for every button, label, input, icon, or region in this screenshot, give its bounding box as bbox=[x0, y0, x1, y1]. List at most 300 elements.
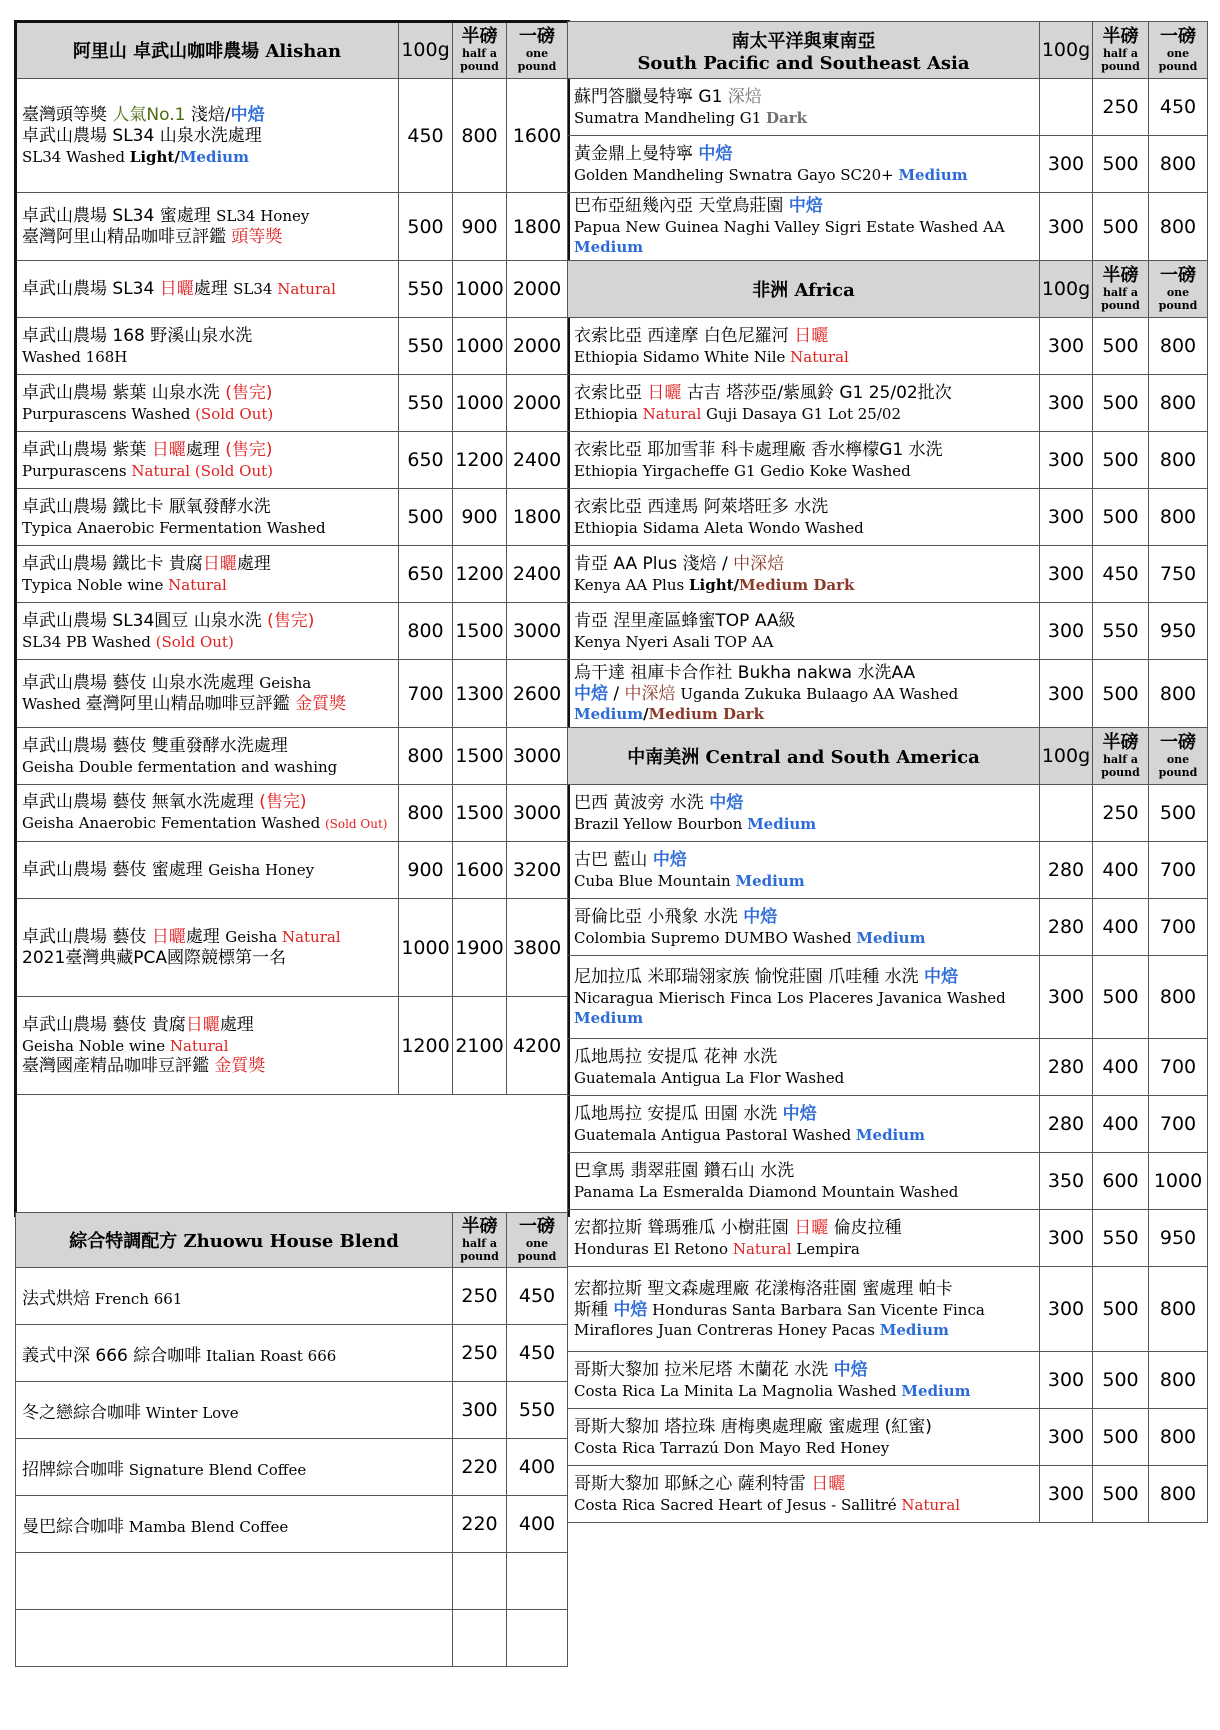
text-segment: Medium bbox=[179, 147, 249, 166]
text-segment: 黃金鼎上曼特寧 bbox=[574, 143, 699, 164]
item-name-zh bbox=[22, 440, 392, 461]
price-one-pound: 2400 bbox=[507, 432, 568, 489]
text-segment: Natural bbox=[277, 279, 336, 298]
text-segment: Medium bbox=[855, 1125, 926, 1144]
menu-item-desc bbox=[568, 785, 1040, 842]
item-name-en bbox=[22, 461, 392, 481]
menu-item-row bbox=[16, 603, 568, 660]
text-segment: 巴布亞紐幾內亞 天堂鳥莊園 bbox=[574, 196, 789, 216]
menu-item-desc bbox=[568, 1039, 1040, 1096]
item-name-en bbox=[574, 1381, 1033, 1401]
price-one-pound: 700 bbox=[1149, 1096, 1208, 1153]
text-segment: (Sold Out) bbox=[324, 817, 388, 831]
text-segment: Purpurascens bbox=[22, 461, 132, 480]
item-name-en bbox=[574, 814, 1033, 834]
text-segment: 卓武山農場 紫葉 山泉水洗 bbox=[22, 382, 226, 403]
item-name-zh bbox=[574, 663, 1033, 684]
text-segment: 處理 bbox=[236, 553, 271, 574]
price-half-pound: 550 bbox=[1093, 1210, 1149, 1267]
price-half-pound: 1500 bbox=[453, 728, 507, 785]
item-name-en bbox=[574, 1320, 1033, 1340]
text-segment: Panama La Esmeralda Diamond Mountain Washed bbox=[574, 1182, 959, 1201]
price-half-pound: 500 bbox=[1093, 1409, 1149, 1466]
price-half-pound: 250 bbox=[1093, 79, 1149, 136]
text-segment: Ethiopia bbox=[574, 404, 643, 423]
text-segment: Washed bbox=[22, 695, 86, 713]
text-segment: 卓武山農場 紫葉 bbox=[22, 439, 152, 460]
text-segment: Typica Noble wine bbox=[22, 575, 169, 594]
text-segment: Golden Mandheling Swnatra Gayo SC20+ bbox=[574, 165, 899, 184]
item-name-en bbox=[574, 988, 1033, 1008]
text-segment: Washed 168H bbox=[22, 347, 128, 366]
menu-item-desc bbox=[568, 899, 1040, 956]
text-segment: 處理 bbox=[219, 1014, 254, 1035]
menu-item-desc bbox=[16, 318, 399, 375]
item-name-zh bbox=[574, 1104, 1033, 1125]
price-one-pound: 800 bbox=[1149, 1466, 1208, 1523]
menu-item-desc bbox=[16, 842, 399, 899]
menu-item-row bbox=[568, 1210, 1208, 1267]
text-segment: 古巴 藍山 bbox=[574, 849, 653, 870]
menu-item-desc bbox=[568, 489, 1040, 546]
price-100g: 700 bbox=[399, 660, 453, 728]
menu-item-desc bbox=[16, 728, 399, 785]
price-half-pound: 500 bbox=[1093, 432, 1149, 489]
col-half-pound: 半磅 half a pound bbox=[1093, 261, 1149, 318]
price-100g: 300 bbox=[1040, 1466, 1093, 1523]
item-name-zh bbox=[22, 206, 392, 227]
price-one-pound: 800 bbox=[1149, 432, 1208, 489]
text-segment: 2021臺灣典藏PCA國際競標第一名 bbox=[22, 947, 287, 968]
menu-item-row bbox=[568, 489, 1208, 546]
item-name-zh bbox=[22, 673, 392, 694]
price-100g: 280 bbox=[1040, 1096, 1093, 1153]
text-segment: Ethiopia Yirgacheffe G1 Gedio Koke Washed bbox=[574, 461, 911, 480]
text-segment: / bbox=[608, 684, 625, 704]
price-half-pound: 500 bbox=[1093, 1352, 1149, 1409]
menu-item-desc bbox=[16, 489, 399, 546]
price-half-pound: 600 bbox=[1093, 1153, 1149, 1210]
text-segment: Medium bbox=[901, 1381, 971, 1400]
section-title-zh: 阿里山 卓武山咖啡農場 bbox=[72, 41, 260, 62]
col-one-pound: 一磅 one pound bbox=[507, 1213, 568, 1268]
text-segment: 臺灣阿里山精品咖啡豆評鑑 bbox=[85, 694, 296, 714]
text-segment: 卓武山農場 藝伎 bbox=[22, 926, 152, 947]
item-name-zh bbox=[22, 497, 392, 518]
menu-item-row bbox=[16, 79, 568, 193]
menu-item-row bbox=[568, 899, 1208, 956]
item-name-zh bbox=[22, 1056, 392, 1077]
item-name-zh bbox=[22, 126, 392, 147]
alishan-table bbox=[15, 21, 568, 1095]
menu-item-desc bbox=[16, 546, 399, 603]
item-name-zh bbox=[22, 383, 392, 404]
text-segment: 哥斯大黎加 塔拉珠 唐梅奧處理廠 蜜處理 (紅蜜) bbox=[574, 1416, 932, 1437]
menu-item-desc bbox=[568, 1466, 1040, 1523]
menu-item-row bbox=[16, 997, 568, 1095]
text-segment: 卓武山農場 藝伎 蜜處理 bbox=[22, 859, 209, 880]
text-segment: / bbox=[174, 147, 180, 166]
text-segment: 宏都拉斯 聖文森處理廠 花漾梅洛莊園 蜜處理 帕卡 bbox=[574, 1278, 953, 1299]
item-name-en bbox=[574, 217, 1033, 237]
price-one-pound bbox=[507, 1553, 568, 1610]
item-name-en bbox=[574, 1125, 1033, 1145]
item-name-en bbox=[574, 1068, 1033, 1088]
col-one-pound: 一磅 one pound bbox=[1149, 261, 1208, 318]
price-100g: 280 bbox=[1040, 842, 1093, 899]
item-name-zh bbox=[22, 326, 392, 347]
item-name-zh bbox=[22, 860, 392, 881]
item-name-en bbox=[574, 1239, 1033, 1259]
price-one-pound: 3000 bbox=[507, 785, 568, 842]
menu-item-row bbox=[16, 489, 568, 546]
text-segment: SL34 Honey bbox=[216, 206, 310, 225]
price-one-pound: 800 bbox=[1149, 136, 1208, 193]
blend-name-en: Winter Love bbox=[141, 1403, 239, 1422]
text-segment: 日曬 bbox=[794, 325, 829, 346]
price-half-pound: 1000 bbox=[453, 375, 507, 432]
price-half-pound: 400 bbox=[1093, 842, 1149, 899]
item-name-en bbox=[574, 871, 1033, 891]
menu-item-row bbox=[568, 1039, 1208, 1096]
menu-item-row bbox=[568, 79, 1208, 136]
menu-item-desc bbox=[16, 432, 399, 489]
text-segment: 頭等獎 bbox=[231, 226, 283, 247]
text-segment: 金質獎 bbox=[295, 694, 347, 714]
text-segment: Nicaragua Mierisch Finca Los Placeres Javanica Washed bbox=[574, 988, 1006, 1007]
price-100g: 900 bbox=[399, 842, 453, 899]
blend-name-en: French 661 bbox=[90, 1289, 183, 1308]
col-one-pound: 一磅 one pound bbox=[507, 22, 568, 79]
item-name-en bbox=[574, 108, 1033, 128]
text-segment: Light bbox=[688, 575, 734, 594]
text-segment: Kenya AA Plus bbox=[574, 575, 689, 594]
price-100g: 300 bbox=[1040, 489, 1093, 546]
text-segment: Brazil Yellow Bourbon bbox=[574, 814, 748, 833]
item-name-en bbox=[574, 632, 1033, 652]
price-100g: 800 bbox=[399, 603, 453, 660]
price-100g: 300 bbox=[1040, 193, 1093, 261]
menu-item-row bbox=[568, 375, 1208, 432]
text-segment: Ethiopia Sidama Aleta Wondo Washed bbox=[574, 518, 864, 537]
text-segment: (售完) bbox=[225, 382, 273, 403]
item-name-zh bbox=[22, 105, 392, 126]
menu-item-row bbox=[16, 546, 568, 603]
price-half-pound: 1200 bbox=[453, 546, 507, 603]
text-segment: 日曬 bbox=[185, 1014, 220, 1035]
menu-item-desc bbox=[568, 1096, 1040, 1153]
text-segment: 中焙 bbox=[574, 684, 608, 704]
text-segment: Natural bbox=[790, 347, 849, 366]
text-segment: Uganda Zukuka Bulaago AA Washed bbox=[675, 685, 959, 703]
price-one-pound: 800 bbox=[1149, 1267, 1208, 1352]
col-half-pound: 半磅 half a pound bbox=[453, 22, 507, 79]
price-one-pound: 800 bbox=[1149, 489, 1208, 546]
text-segment: 日曬 bbox=[647, 382, 682, 403]
text-segment: Geisha Double fermentation and washing bbox=[22, 757, 338, 776]
price-one-pound: 700 bbox=[1149, 1039, 1208, 1096]
text-segment: Colombia Supremo DUMBO Washed bbox=[574, 928, 857, 947]
price-100g: 550 bbox=[399, 261, 453, 318]
price-one-pound: 1800 bbox=[507, 489, 568, 546]
item-name-en bbox=[574, 575, 1033, 595]
item-name-zh bbox=[574, 326, 1033, 347]
text-segment: Medium bbox=[574, 238, 644, 256]
menu-item-desc bbox=[16, 603, 399, 660]
price-one-pound: 2400 bbox=[507, 546, 568, 603]
menu-item-desc bbox=[568, 956, 1040, 1039]
price-one-pound: 800 bbox=[1149, 1409, 1208, 1466]
price-half-pound: 500 bbox=[1093, 318, 1149, 375]
menu-item-desc bbox=[16, 660, 399, 728]
text-segment: Cuba Blue Mountain bbox=[574, 871, 736, 890]
col-one-pound: 一磅 one pound bbox=[1149, 22, 1208, 79]
price-half-pound: 500 bbox=[1093, 375, 1149, 432]
text-segment: 中焙 bbox=[788, 196, 823, 216]
price-one-pound: 450 bbox=[507, 1325, 568, 1382]
item-name-zh bbox=[22, 736, 392, 757]
price-one-pound: 950 bbox=[1149, 1210, 1208, 1267]
price-half-pound: 250 bbox=[1093, 785, 1149, 842]
price-half-pound: 500 bbox=[1093, 136, 1149, 193]
item-name-en bbox=[22, 694, 392, 714]
price-half-pound: 2100 bbox=[453, 997, 507, 1095]
text-segment: Medium bbox=[735, 871, 805, 890]
text-segment: 哥斯大黎加 拉米尼塔 木蘭花 水洗 bbox=[574, 1359, 834, 1380]
col-one-pound: 一磅 one pound bbox=[1149, 728, 1208, 785]
menu-item-row bbox=[568, 956, 1208, 1039]
text-segment: 中焙 bbox=[613, 1299, 648, 1320]
menu-item-row bbox=[16, 432, 568, 489]
price-one-pound bbox=[507, 1610, 568, 1667]
price-half-pound: 800 bbox=[453, 79, 507, 193]
text-segment: (售完) bbox=[259, 792, 307, 812]
section-title bbox=[16, 1213, 453, 1268]
price-one-pound: 800 bbox=[1149, 660, 1208, 728]
text-segment: Medium bbox=[574, 1008, 644, 1027]
blend-item-row bbox=[16, 1610, 568, 1667]
text-segment: Natural bbox=[732, 1239, 792, 1258]
menu-item-row bbox=[16, 842, 568, 899]
text-segment: Natural bbox=[901, 1495, 961, 1514]
price-100g: 550 bbox=[399, 318, 453, 375]
menu-item-row bbox=[568, 603, 1208, 660]
item-name-zh bbox=[22, 927, 392, 948]
text-segment: 古吉 塔莎亞/紫風鈴 G1 25/02批次 bbox=[681, 382, 952, 403]
price-half-pound: 250 bbox=[453, 1268, 507, 1325]
text-segment: 巴拿馬 翡翠莊園 鑽石山 水洗 bbox=[574, 1160, 795, 1181]
blend-item-row bbox=[16, 1439, 568, 1496]
text-segment: (Sold Out) bbox=[195, 404, 274, 423]
price-100g: 300 bbox=[1040, 375, 1093, 432]
text-segment: Guatemala Antigua La Flor Washed bbox=[574, 1068, 845, 1087]
price-one-pound: 550 bbox=[507, 1382, 568, 1439]
text-segment: 中焙 bbox=[833, 1359, 868, 1380]
text-segment: 卓武山農場 SL34 山泉水洗處理 bbox=[22, 125, 262, 146]
price-one-pound: 450 bbox=[507, 1268, 568, 1325]
price-100g: 1000 bbox=[399, 899, 453, 997]
text-segment: 臺灣頭等獎 bbox=[22, 104, 113, 125]
price-one-pound: 700 bbox=[1149, 842, 1208, 899]
price-one-pound: 750 bbox=[1149, 546, 1208, 603]
price-half-pound: 500 bbox=[1093, 1267, 1149, 1352]
text-segment: Dark bbox=[766, 108, 808, 127]
menu-item-desc bbox=[568, 603, 1040, 660]
text-segment: Papua New Guinea Naghi Valley Sigri Estate Washed AA bbox=[574, 218, 1005, 236]
price-half-pound: 400 bbox=[1093, 1039, 1149, 1096]
price-one-pound: 400 bbox=[507, 1439, 568, 1496]
text-segment: Costa Rica Tarrazú Don Mayo Red Honey bbox=[574, 1438, 890, 1457]
item-name-en bbox=[22, 347, 392, 367]
section-title-zh: 中南美洲 bbox=[627, 747, 700, 768]
text-segment: Kenya Nyeri Asali TOP AA bbox=[574, 632, 774, 651]
section-title bbox=[568, 261, 1040, 318]
menu-item-row bbox=[16, 318, 568, 375]
blend-item-desc bbox=[16, 1610, 453, 1667]
text-segment: / bbox=[733, 575, 740, 594]
menu-item-desc bbox=[568, 375, 1040, 432]
text-segment: 人氣No.1 bbox=[112, 104, 186, 125]
section-title-en: South Pacific and Southeast Asia bbox=[637, 52, 970, 74]
section-title-en: Alishan bbox=[265, 41, 342, 62]
price-half-pound: 500 bbox=[1093, 660, 1149, 728]
price-one-pound: 4200 bbox=[507, 997, 568, 1095]
menu-item-desc bbox=[16, 79, 399, 193]
blend-name-zh: 曼巴綜合咖啡 bbox=[22, 1516, 124, 1537]
menu-item-desc bbox=[568, 546, 1040, 603]
text-segment: 中焙 bbox=[652, 849, 687, 870]
text-segment: Medium bbox=[879, 1320, 949, 1339]
price-100g bbox=[1040, 785, 1093, 842]
text-segment: Miraflores Juan Contreras Honey Pacas bbox=[574, 1320, 880, 1339]
menu-item-desc bbox=[568, 1409, 1040, 1466]
price-100g: 350 bbox=[1040, 1153, 1093, 1210]
item-name-zh bbox=[574, 554, 1033, 575]
text-segment: 衣索比亞 bbox=[574, 382, 648, 403]
menu-item-row bbox=[16, 899, 568, 997]
price-100g: 300 bbox=[1040, 136, 1093, 193]
item-name-en bbox=[574, 165, 1033, 185]
text-segment: 中焙 bbox=[924, 966, 959, 987]
item-name-zh bbox=[574, 87, 1033, 108]
price-100g: 650 bbox=[399, 432, 453, 489]
menu-item-row bbox=[16, 660, 568, 728]
menu-item-desc bbox=[568, 1210, 1040, 1267]
price-one-pound: 500 bbox=[1149, 785, 1208, 842]
text-segment: 卓武山農場 SL34 bbox=[22, 278, 160, 299]
text-segment: Medium bbox=[898, 165, 968, 184]
blend-name-zh: 法式烘焙 bbox=[22, 1288, 90, 1309]
item-name-en bbox=[574, 1182, 1033, 1202]
item-name-en bbox=[574, 1300, 1033, 1320]
text-segment: 尼加拉瓜 米耶瑞翎家族 愉悅莊園 爪哇種 水洗 bbox=[574, 966, 925, 987]
price-half-pound: 400 bbox=[1093, 1096, 1149, 1153]
blend-name-en: Italian Roast 666 bbox=[201, 1346, 337, 1365]
text-segment: 中焙 bbox=[743, 906, 778, 927]
text-segment: (售完) bbox=[225, 439, 273, 460]
item-name-en bbox=[574, 1495, 1033, 1515]
blend-name-en: Signature Blend Coffee bbox=[124, 1460, 307, 1479]
price-100g: 550 bbox=[399, 375, 453, 432]
section-header-row bbox=[568, 22, 1208, 79]
text-segment: 中焙 bbox=[782, 1103, 817, 1124]
price-one-pound: 950 bbox=[1149, 603, 1208, 660]
price-half-pound: 500 bbox=[1093, 193, 1149, 261]
price-half-pound: 1900 bbox=[453, 899, 507, 997]
menu-item-desc bbox=[568, 1153, 1040, 1210]
menu-item-row bbox=[568, 1409, 1208, 1466]
text-segment: 處理 bbox=[193, 278, 234, 299]
menu-item-desc bbox=[16, 997, 399, 1095]
menu-item-desc bbox=[568, 79, 1040, 136]
item-name-en bbox=[22, 575, 392, 595]
item-name-zh bbox=[22, 792, 392, 813]
text-segment: 宏都拉斯 聳瑪雅瓜 小樹莊園 bbox=[574, 1217, 795, 1238]
item-name-en bbox=[22, 757, 392, 777]
price-half-pound: 250 bbox=[453, 1325, 507, 1382]
text-segment: 中深焙 bbox=[733, 553, 785, 574]
blend-item-desc bbox=[16, 1496, 453, 1553]
price-one-pound: 1800 bbox=[507, 193, 568, 261]
blend-name-zh: 招牌綜合咖啡 bbox=[22, 1459, 124, 1480]
text-segment: 卓武山農場 168 野溪山泉水洗 bbox=[22, 325, 253, 346]
item-name-zh bbox=[574, 907, 1033, 928]
price-half-pound: 500 bbox=[1093, 489, 1149, 546]
text-segment: Light bbox=[129, 147, 175, 166]
text-segment: Natural bbox=[642, 404, 702, 423]
item-name-zh bbox=[574, 196, 1033, 217]
price-half-pound: 550 bbox=[1093, 603, 1149, 660]
text-segment: Medium bbox=[747, 814, 817, 833]
text-segment: Guji Dasaya G1 Lot 25/02 bbox=[701, 404, 901, 423]
text-segment: Medium Dark bbox=[739, 575, 855, 594]
menu-item-desc bbox=[16, 261, 399, 318]
text-segment: 衣索比亞 西達馬 阿萊塔旺多 水洗 bbox=[574, 496, 829, 517]
price-one-pound: 1600 bbox=[507, 79, 568, 193]
price-100g: 300 bbox=[1040, 956, 1093, 1039]
blend-name-zh: 冬之戀綜合咖啡 bbox=[22, 1402, 141, 1423]
price-100g: 300 bbox=[1040, 318, 1093, 375]
text-segment: (售完) bbox=[267, 610, 315, 631]
price-100g: 650 bbox=[399, 546, 453, 603]
text-segment: 金質獎 bbox=[214, 1055, 266, 1076]
text-segment: Costa Rica La Minita La Magnolia Washed bbox=[574, 1381, 902, 1400]
price-100g: 1200 bbox=[399, 997, 453, 1095]
text-segment: 日曬 bbox=[159, 278, 194, 299]
col-100g: 100g bbox=[1040, 22, 1093, 79]
price-half-pound: 500 bbox=[1093, 1466, 1149, 1523]
text-segment: Ethiopia Sidamo White Nile bbox=[574, 347, 791, 366]
item-name-zh bbox=[22, 227, 392, 248]
text-segment: 卓武山農場 藝伎 貴腐 bbox=[22, 1014, 186, 1035]
item-name-zh bbox=[574, 497, 1033, 518]
text-segment: Lempira bbox=[791, 1239, 860, 1258]
col-half-pound: 半磅 half a pound bbox=[1093, 728, 1149, 785]
section-title bbox=[568, 22, 1040, 79]
text-segment: 瓜地馬拉 安提瓜 花神 水洗 bbox=[574, 1046, 778, 1067]
text-segment: 卓武山農場 SL34圓豆 山泉水洗 bbox=[22, 610, 268, 631]
blend-item-desc bbox=[16, 1553, 453, 1610]
price-one-pound: 800 bbox=[1149, 956, 1208, 1039]
price-half-pound: 1500 bbox=[453, 603, 507, 660]
section-title bbox=[16, 22, 399, 79]
price-half-pound: 400 bbox=[1093, 899, 1149, 956]
text-segment: 衣索比亞 西達摩 白色尼羅河 bbox=[574, 325, 795, 346]
item-name-en bbox=[574, 1008, 1033, 1028]
text-segment: / bbox=[643, 705, 649, 723]
item-name-zh bbox=[22, 279, 392, 300]
item-name-zh bbox=[574, 967, 1033, 988]
